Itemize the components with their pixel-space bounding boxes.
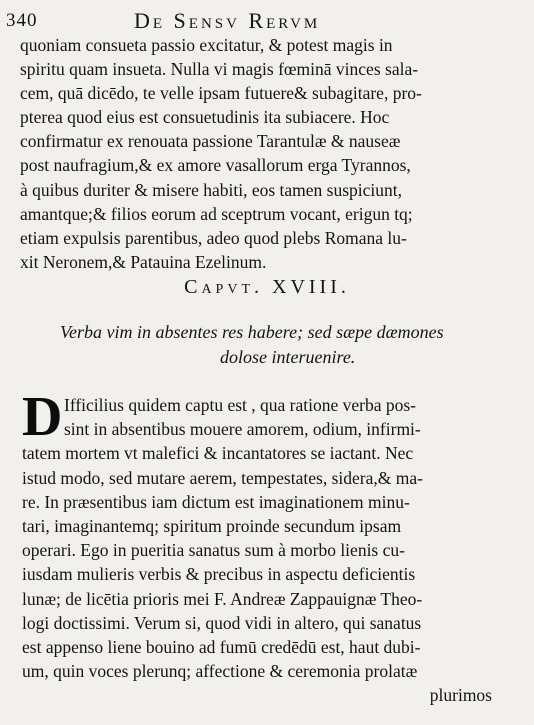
- text-line: confirmatur ex renouata passione Tarantulæ & nauseæ: [20, 131, 401, 152]
- text-line: amantque;& filios eorum ad sceptrum vocant, erigun tq;: [20, 203, 413, 224]
- text-line: etiam expulsis parentibus, adeo quod plebs Romana lu-: [20, 227, 407, 248]
- text-line: operari. Ego in pueritia sanatus sum à morbo lienis cu-: [22, 540, 405, 561]
- text-line: re. In præsentibus iam dictum est imaginationem minu-: [22, 491, 410, 512]
- paragraph-top: [20, 33, 498, 274]
- subtitle-line: dolose interuenire.: [220, 347, 356, 367]
- text-line: tari, imaginantemq; spiritum proinde secundum ipsam: [22, 515, 402, 536]
- text-line: est appenso liene bouino ad fumū credēdū est, haut dubi-: [22, 636, 421, 657]
- text-line: lunæ; de licētia prioris mei F. Andreæ Zappauignæ Theo-: [22, 588, 423, 609]
- text-line: quoniam consueta passio excitatur, & potest magis in: [20, 35, 393, 55]
- text-line: xit Neronem,& Patauina Ezelinum.: [20, 251, 267, 272]
- running-head: De Sensv Rervm: [134, 8, 321, 33]
- text-line: à quibus duriter & misere habiti, eos tamen suspiciunt,: [20, 179, 403, 200]
- chapter-title: Capvt. XVIII.: [184, 276, 350, 298]
- text-line: um, quin voces plerunq; affectione & ceremonia prolatæ: [22, 661, 418, 682]
- page-header: [4, 8, 514, 34]
- subtitle-line: Verba vim in absentes res habere; sed sæpe dæmones: [60, 322, 444, 342]
- page-number: 340: [6, 10, 38, 31]
- text-line: post naufragium,& ex amore vasallorum erga Tyrannos,: [20, 155, 411, 176]
- text-line: sint in absentibus mouere amorem, odium, infirmi-: [64, 419, 421, 440]
- text-line: tatem mortem vt malefici & incantatores se iactant. Nec: [22, 443, 414, 464]
- text-line: istud modo, sed mutare aerem, tempestates, sidera,& ma-: [22, 467, 423, 488]
- chapter-subtitle: [30, 320, 500, 370]
- paragraph-bottom: [22, 386, 502, 707]
- text-line: pterea quod eius est consuetudinis ita subiacere. Hoc: [20, 107, 390, 128]
- text-line: Ifficilius quidem captu est , qua ratione verba pos-: [64, 395, 416, 415]
- text-line: cem, quā dicēdo, te velle ipsam futuere& subagitare, pro-: [20, 83, 422, 104]
- catchword: plurimos: [429, 685, 492, 706]
- text-line: iusdam mulieris verbis & precibus in aspectu deficientis: [22, 564, 416, 585]
- text-line: logi doctissimi. Verum si, quod vidi in altero, qui sanatus: [22, 612, 422, 633]
- drop-cap: D: [22, 386, 63, 448]
- text-line: spiritu quam insueta. Nulla vi magis fœminā vinces sala-: [20, 59, 419, 80]
